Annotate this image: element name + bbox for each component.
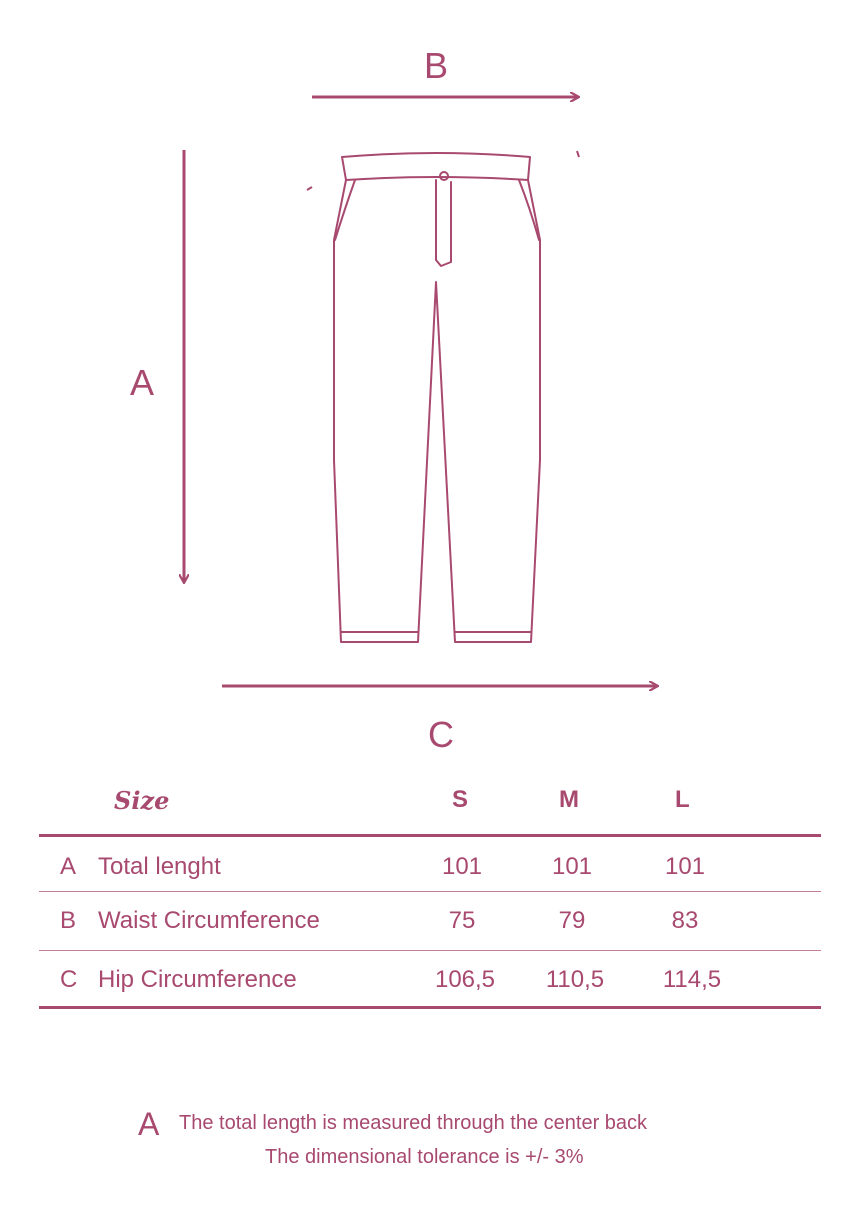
note-line-2: The dimensional tolerance is +/- 3% (265, 1146, 584, 1168)
size-header: Size (114, 786, 170, 815)
row-letter: C (60, 966, 78, 993)
row-label: Waist Circumference (98, 907, 320, 934)
value-s: 106,5 (434, 966, 496, 993)
trousers-icon (334, 153, 540, 642)
note-line-1: The total length is measured through the center back (179, 1112, 648, 1134)
value-l: 114,5 (662, 966, 722, 993)
row-letter: B (60, 907, 77, 934)
value-m: 79 (558, 907, 586, 934)
value-s: 101 (441, 853, 483, 880)
col-header-m: M (559, 786, 579, 813)
dimension-label-c: C (428, 714, 454, 755)
row-divider (39, 891, 821, 892)
dimension-label-a: A (130, 362, 155, 403)
value-m: 101 (551, 853, 593, 880)
tick-mark (577, 151, 579, 157)
table-bottom-rule (39, 1006, 821, 1009)
table-top-rule (39, 834, 821, 837)
value-l: 101 (664, 853, 706, 880)
tick-mark (307, 187, 312, 190)
row-letter: A (60, 853, 77, 880)
value-m: 110,5 (545, 966, 605, 993)
row-divider (39, 950, 821, 951)
row-label: Hip Circumference (98, 966, 297, 993)
value-l: 83 (671, 907, 699, 934)
dimension-label-b: B (424, 45, 449, 86)
col-header-l: L (675, 786, 690, 813)
note-letter: A (138, 1106, 160, 1142)
col-header-s: S (452, 786, 469, 813)
value-s: 75 (448, 907, 476, 934)
row-label: Total lenght (98, 853, 221, 880)
